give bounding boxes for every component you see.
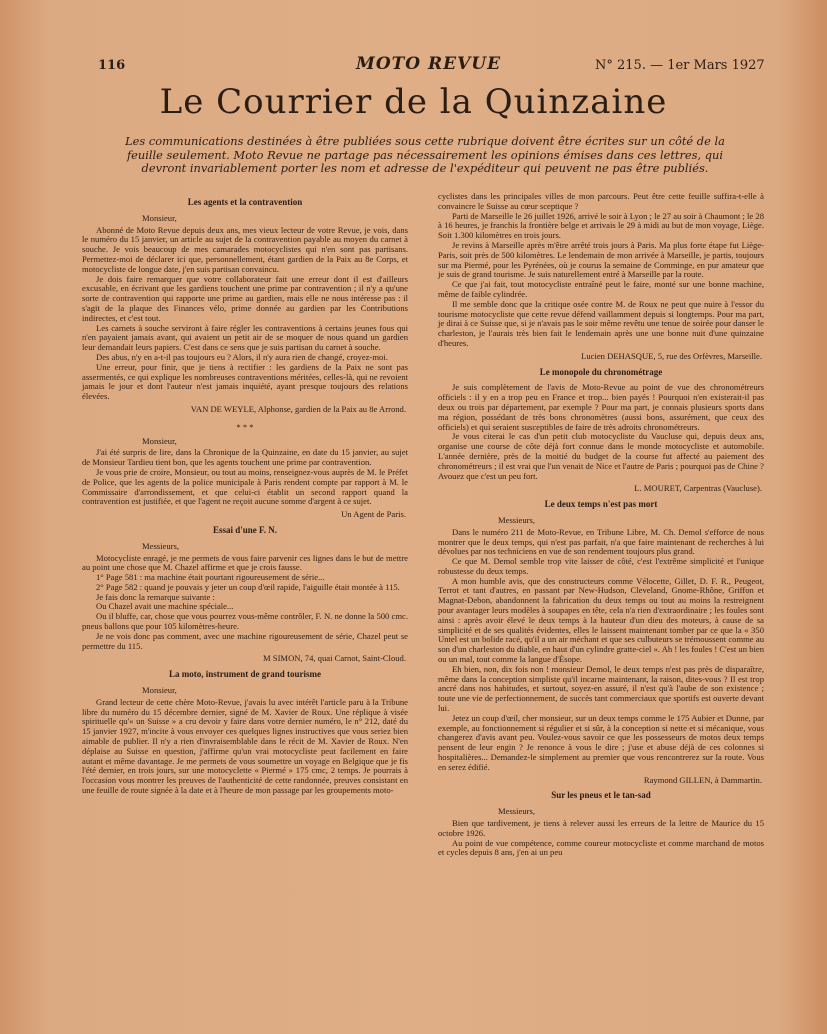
paragraph: Bien que tardivement, je tiens à relever aussi les erreurs de la lettre de Maurice du 15 octobre 1926.	[438, 818, 764, 838]
paragraph: Jetez un coup d'œil, cher monsieur, sur un deux temps comme le 175 Aubier et Dunne, par exemple, au fonctionnement si régulier et si sûr, à la conception si nette et si mécanique, vous changerez d'avis avant peu. Voulez-vous savoir ce que les possesseurs de motos deux temps pensent de leur engin ? Je renonce à vous le dire ; j'use et abuse déjà de ces colonnes si hospitalières... Demandez-le simplement au premier que vous rencontrerez sur la route. Vous en serez édifié.	[438, 712, 764, 772]
issue-info: N° 215. — 1er Mars 1927	[595, 58, 765, 73]
page-number: 116	[98, 58, 126, 73]
magazine-logo: MOTO REVUE	[356, 54, 502, 74]
salutation: Messieurs,	[498, 514, 535, 525]
paragraph: Il me semble donc que la critique osée contre M. de Roux ne peut que nuire à l'essor du tourisme motocycliste que cette revue défend vaillamment depuis si longtemps. Pour ma part, je dirai à ce Suisse que, si je n'avais pas le soir même revêtu une tenue de soirée pour danser le charleston, je l'aurais très bien fait le lendemain après une une bonne nuit d'une quinzaine d'heures.	[438, 298, 764, 348]
signature: M SIMON, 74, quai Carnot, Saint-Cloud.	[263, 653, 406, 664]
paragraph: Je dois faire remarquer que votre collaborateur fait une erreur dont il est d'ailleurs excusable, en écrivant que les gardiens touchent une prime par contravention ; il n'y a qu'une sorte de contravention qui rapporte une prime au gardien, mais elle ne nous intéresse pas : il s'agit de la plaque des Finances vélo, prime donnée au gardien par les Contributions indirectes, et c'est tout.	[82, 273, 408, 323]
letter-heading: Le deux temps n'est pas mort	[544, 499, 658, 510]
paragraph: Je vous prie de croire, Monsieur, ou tout au moins, renseignez-vous auprès de M. le Préfet de Police, que les agents de la police municipale à Paris rendent compte par rapport à M. le Commissaire d'arrondissement, et que celui-ci établit un second rapport quand la contravention est justifiée, et que l'agent ne reçoit aucune somme d'argent à ce sujet.	[82, 466, 408, 507]
paragraph: 1° Page 581 : ma machine était pourtant rigoureusement de série...	[96, 572, 325, 583]
paragraph: Abonné de Moto Revue depuis deux ans, mes vieux lecteur de votre Revue, je vois, dans le numéro du 15 janvier, un article au sujet de la contravention payable au moyen du carnet à souche. Je vois beaucoup de mes camarades motocyclistes qui n'en sont pas partisans. Permettez-moi de déclarer ici que, personnellement, étant gardien de la Paix au 8e Corps, et motocycliste de longue date, j'en suis partisan convaincu.	[82, 224, 408, 274]
paragraph: Motocycliste enragé, je me permets de vous faire parvenir ces lignes dans le but de mettre au point une chose que M. Chazel affirme et que je crois fausse.	[82, 552, 408, 573]
paragraph: cyclistes dans les principales villes de mon parcours. Peut être cette feuille suffira-t-elle à convaincre le Suisse au cœur sceptique ?	[438, 191, 764, 211]
letter-heading: Essai d'une F. N.	[213, 524, 277, 535]
letter-grand-tourisme	[82, 670, 408, 796]
letter-agent-paris	[82, 423, 408, 520]
paragraph: Je revins à Marseille après m'être arrêté trois jours à Paris. Ma plus forte étape fut Liège-Paris, soit près de 500 kilomètres. Le lendemain de mon arrivée à Marseille, je partis, toujours sur ma Piermé, pour les Pyrénées, où je courus la semaine de Comminge, en pur amateur que je suis de grand tourisme. Je suis naturellement entré à Marseille par la route.	[438, 239, 764, 280]
salutation: Monsieur,	[142, 212, 177, 223]
letter-grand-tourisme-cont	[438, 192, 764, 362]
intro-text: Les communications destinées à être publiées sous cette rubrique doivent être écrites sur un côté de la feuille seulement. Moto Revue ne partage pas nécessairement les opinions émises dans ces lettres, qui devront invariablement porter les nom et adresse de l'expéditeur qui peuvent ne pas être publiés.	[125, 134, 725, 175]
letter-heading: Les agents et la contravention	[187, 197, 303, 207]
paragraph: Je vous citerai le cas d'un petit club motocycliste du Vaucluse qui, depuis deux ans, organise une course de côte déjà fort connue dans le monde motocycliste et automobile. L'année dernière, près de la moitié du budget de la course fut affecté au paiement des chronométreurs ; il est vrai que l'un venait de Nice et l'autre de Paris ; pourquoi pas de Chine ? Avouez que c'est un peu fort.	[438, 431, 764, 481]
paragraph: Une erreur, pour finir, que je tiens à rectifier : les gardiens de la Paix ne sont pas assermentés, ce qui explique les nombreuses contraventions méritées, celles-là, qui ne revoient jamais le jour et dont l'auteur n'est jamais inquiété, ayant presque toujours des relations élevées.	[82, 361, 408, 402]
left-column	[82, 192, 408, 796]
signature: L. MOURET, Carpentras (Vaucluse).	[634, 483, 762, 494]
paragraph: Je ne vois donc pas comment, avec une machine rigoureusement de série, Chazel peut se permettre du 115.	[82, 630, 408, 651]
paragraph: Je suis complètement de l'avis de Moto-Revue au point de vue des chronométreurs officiels : il y en a trop peu en France et trop... bien payés ! Pourquoi n'en existerait-il pas deux ou trois par département, par exemple ? Pour ma part, je connais plusieurs sports dans ma région, possédant de très bons chronomètres (aussi bons, assurément, que ceux des officiels) et qui seraient susceptibles de faire de très adroits chronométreurs.	[438, 382, 764, 432]
signature: VAN DE WEYLE, Alphonse, gardien de la Paix au 8e Arrond.	[190, 403, 406, 414]
paragraph: Ce que j'ai fait, tout motocycliste entraîné peut le faire, monté sur une bonne machine, même de faible cylindrée.	[438, 279, 764, 299]
signature: Lucien DEHASQUE, 5, rue des Orfèvres, Marseille.	[581, 350, 762, 361]
salutation: Messieurs,	[142, 540, 179, 551]
signature: Un Agent de Paris.	[341, 509, 406, 520]
paragraph: Au point de vue compétence, comme coureur motocycliste et comme marchand de motos et cycles depuis 8 ans, j'en ai un peu	[438, 837, 764, 858]
paragraph: Dans le numéro 211 de Moto-Revue, en Tribune Libre, M. Ch. Demol s'efforce de nous montrer que le deux temps, qui n'est pas parfait, n'a que faire maintenant de recherches à lui dévolues par nos techniciens en vue de son rendement toujours plus grand.	[438, 526, 764, 557]
salutation: Monsieur,	[142, 685, 177, 696]
salutation: Messieurs,	[498, 806, 535, 817]
paragraph: 2° Page 582 : quand je pouvais y jeter un coup d'œil rapide, l'aiguille était montée à 115.	[96, 581, 400, 592]
paragraph: J'ai été surpris de lire, dans la Chronique de la Quinzaine, en date du 15 janvier, au sujet de Monsieur Tardieu tient bon, que les agents touchent une prime par contravention.	[82, 447, 408, 468]
letter-essai-fn	[82, 526, 408, 664]
right-column	[438, 192, 764, 858]
salutation: Monsieur,	[142, 435, 177, 446]
letter-deux-temps	[438, 500, 764, 785]
page-header	[0, 54, 827, 76]
paragraph: Je fais donc la remarque suivante :	[96, 591, 215, 602]
signature: Raymond GILLEN, à Dammartin.	[643, 774, 762, 785]
paragraph: Parti de Marseille le 26 juillet 1926, arrivé le soir à Lyon ; le 27 au soir à Chaumont ; le 28 à 16 heures, je franchis la frontière belge et arrivais le 29 à midi au but de mon voyage, Liège. Soit 1.300 kilomètres en trois jours.	[438, 210, 764, 241]
letter-agents	[82, 198, 408, 415]
paragraph: Des abus, n'y en a-t-il pas toujours eu ? Alors, il n'y aura rien de changé, croyez-moi.	[96, 351, 388, 362]
paragraph: A mon humble avis, que des constructeurs comme Vélocette, Gillet, D. F. R., Peugeot, Terrot et tant d'autres, en passant par New-Hudson, Cleveland, Gnome-Rhône, Griffon et Magnat-Debon, abandonnent la fabrication du deux temps ou tout au moins la restreignent pour avantager leurs modèles à soupapes en tête, cela n'a rien d'extraordinaire ; les foules sont ainsi : après avoir élevé le deux temps à la hauteur d'un dieu des moteurs, à cause de sa simplicité et de ses qualités évidentes, elles le laissent maintenant tomber par ce que la « 350 Untel est un bolide racé, qu'il a un air méchant et que ses culbuteurs se trémoussent comme au son d'un charleston du diable, en haut d'un cylindre gratte-ciel ». Ah ! les foules ! C'est un bien ou un mal, tout comme la langue d'Ésope.	[438, 575, 764, 665]
letter-heading: Le monopole du chronométrage	[539, 366, 663, 377]
letter-pneus-tansad	[438, 791, 764, 858]
paragraph: Ou il bluffe, car, chose que vous pourrez vous-même contrôler, F. N. ne donne la 500 cmc. pneus ballons que pour 105 kilomètres-heure.	[82, 611, 408, 632]
paragraph: Eh bien, non, dix fois non ! monsieur Demol, le deux temps n'est pas près de disparaître, même dans la conception simpliste qu'il incarne maintenant, la raison, dites-vous ? Il est trop ancré dans nos habitudes, et surtout, soyez-en assuré, il n'est qu'à l'aube de son existence ; toute une vie de perfectionnement, de succès tant commerciaux que sportifs est ouverte devant lui.	[438, 663, 764, 714]
letter-chronometrage	[438, 368, 764, 495]
letter-heading: Sur les pneus et le tan-sad	[551, 790, 651, 801]
paragraph: Les carnets à souche serviront à faire régler les contraventions à certains jeunes fous qui n'en payaient jamais avant, qui avaient un petit air de se moquer de nous quand un gardien leur demandait leurs papiers. C'est dans ce sens que je suis partisan du carnet à souche.	[82, 322, 408, 353]
page-title: Le Courrier de la Quinzaine	[159, 82, 668, 122]
letter-heading: La moto, instrument de grand tourisme	[169, 669, 321, 680]
paragraph: Ou Chazel avait une machine spéciale...	[96, 601, 234, 612]
paragraph: Grand lecteur de cette chère Moto-Revue, j'avais lu avec intérêt l'article paru à la Tribune libre du numéro du 15 décembre dernier, signé de M. Xavier de Roux. Une réplique à visée spirituelle qu'« un Suisse » a cru devoir y faire dans votre dernier numéro, le n° 212, daté du 15 janvier 1927, m'incite à vous envoyer ces quelques lignes instructives que vous seriez bien aimable de publier. Il n'y a rien d'invraisemblable dans le récit de M. Xavier de Roux. N'en déplaise au Suisse en question, j'affirme qu'un vrai motocycliste peut facilement en faire autant et même davantage. Je me permets de vous soumettre un voyage en Belgique que je fis l'été dernier, en trois jours, sur une motocyclette « Piermé » 175 cmc, 2 temps. Je pourrais à l'occasion vous montrer les preuves de l'authenticité de cette randonnée, preuves consistant en une feuille de route signée à la date et à l'heure de mon passage par les groupements moto-	[82, 696, 408, 796]
separator-stars: * * *	[236, 421, 254, 432]
paragraph: Ce que M. Demol semble trop vite laisser de côté, c'est l'extrême simplicité et l'unique robustesse du deux temps.	[438, 556, 764, 576]
